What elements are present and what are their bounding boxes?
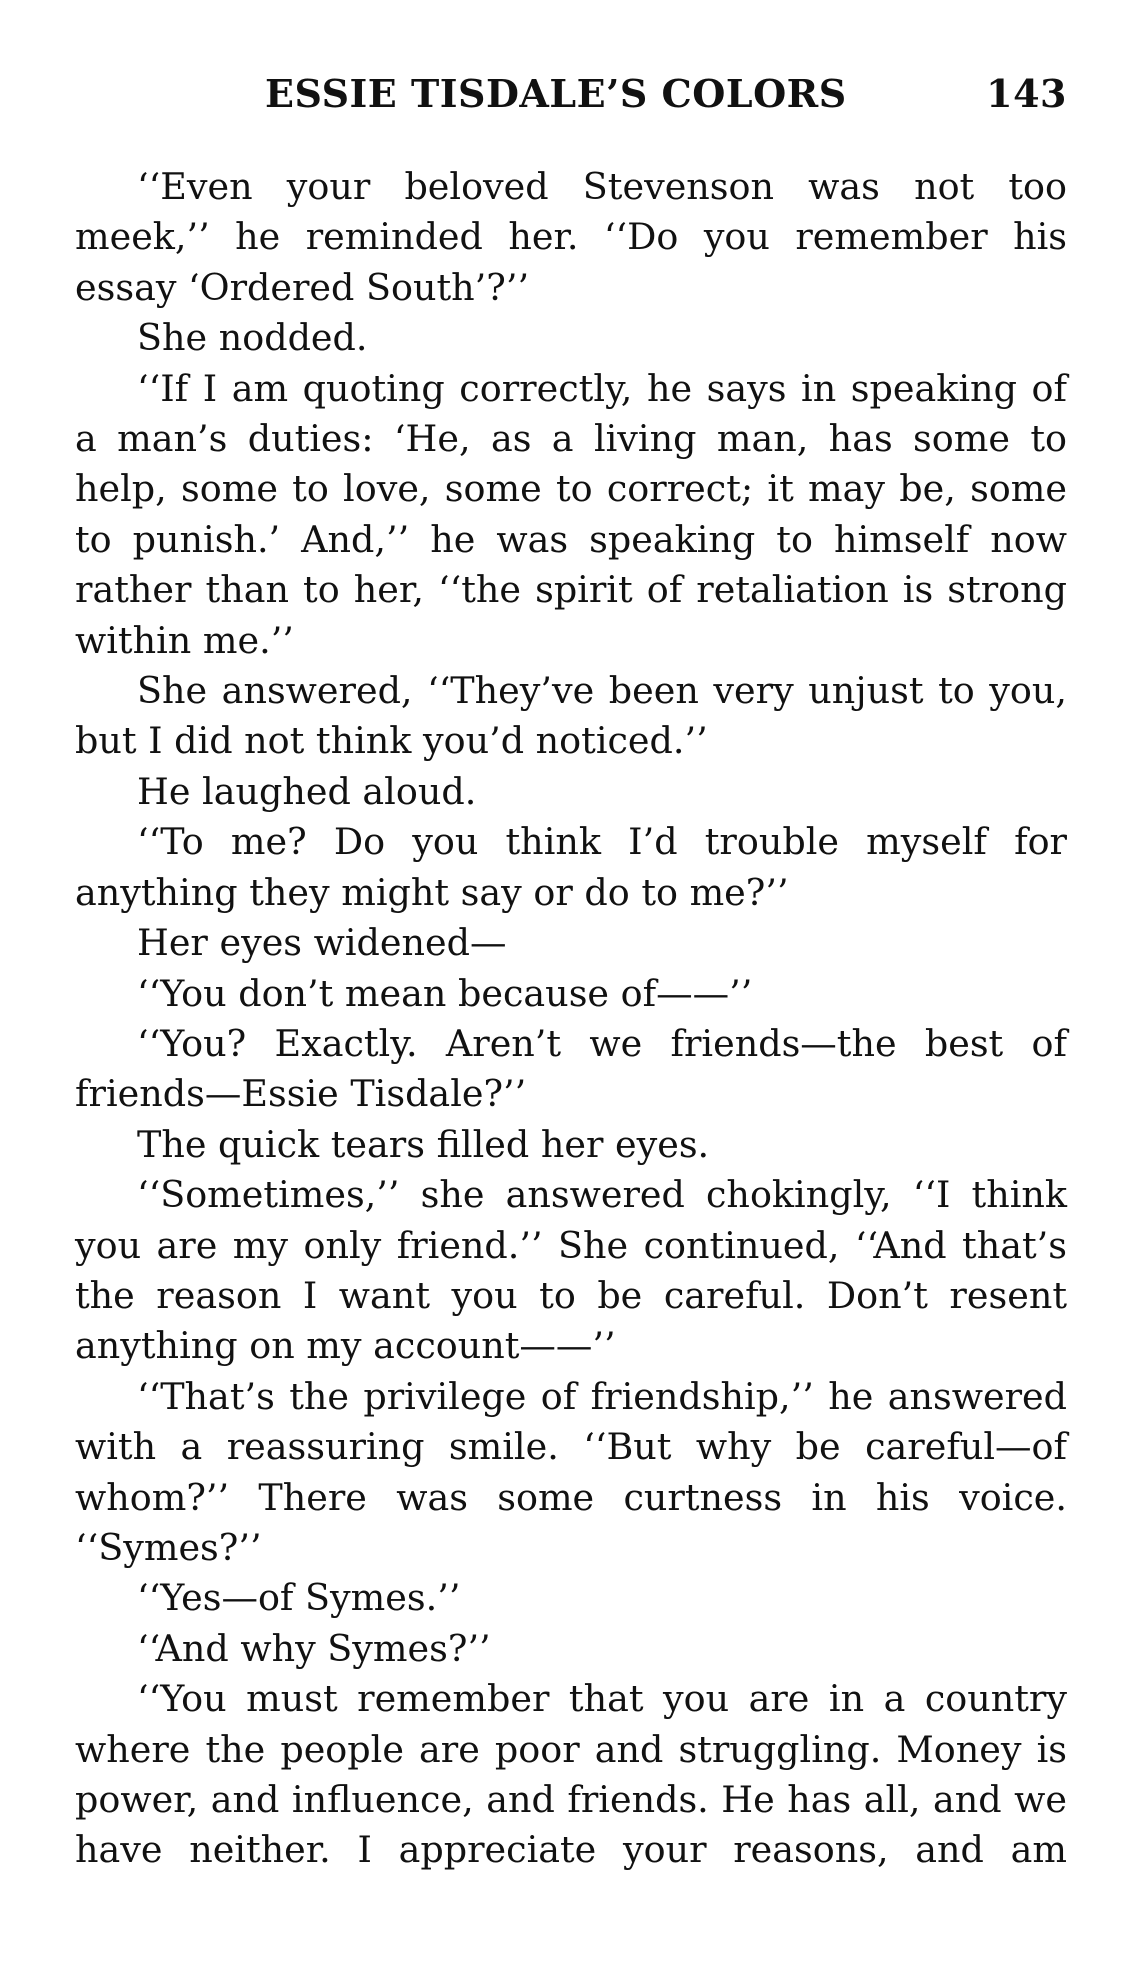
paragraph: ‘‘Sometimes,’’ she answered chokingly, ‘‘I think you are my only friend.’’ She continued, ‘‘And that’s the reason I want you to be careful. Don’t resent anything on my account——’’ (75, 1173, 1067, 1368)
running-head (75, 66, 1067, 122)
paragraph: ‘‘Yes—of Symes.’’ (137, 1576, 461, 1620)
chapter-title: ESSIE TISDALE’S COLORS (265, 71, 847, 116)
paragraph: The quick tears filled her eyes. (137, 1122, 710, 1166)
paragraph: She nodded. (137, 316, 368, 360)
paragraph: ‘‘You don’t mean because of——’’ (137, 971, 753, 1015)
paragraph: He laughed aloud. (137, 769, 477, 813)
paragraph: ‘‘If I am quoting correctly, he says in speaking of a man’s duties: ‘He, as a living man, has some to help, some to love, some to correct; it may be, some to punish.’ And,’’ he was speaking to himself now rather than to her, ‘‘the spirit of retaliation is strong within me.’’ (75, 366, 1067, 662)
book-page (75, 66, 1067, 1876)
paragraph: ‘‘And why Symes?’’ (137, 1626, 491, 1670)
paragraph: She answered, ‘‘They’ve been very unjust to you, but I did not think you’d noticed.’’ (75, 669, 1067, 763)
paragraph: ‘‘To me? Do you think I’d trouble myself for anything they might say or do to me?’’ (75, 820, 1067, 914)
paragraph: ‘‘Even your beloved Stevenson was not too meek,’’ he reminded her. ‘‘Do you remember his essay ‘Ordered South’?’’ (75, 165, 1067, 309)
paragraph-continued: ‘‘You must remember that you are in a country where the people are poor and struggling. Money is power, and influence, and friends. He has all, and we have neither. I appreciate your reasons, and am (75, 1677, 1067, 1872)
paragraph: Her eyes widened— (137, 921, 507, 965)
paragraph: ‘‘You? Exactly. Aren’t we friends—the best of friends—Essie Tisdale?’’ (75, 1021, 1067, 1116)
paragraph: ‘‘That’s the privilege of friendship,’’ he answered with a reassuring smile. ‘‘But why be careful—of whom?’’ There was some curtness in his voice. ‘‘Symes?’’ (75, 1374, 1067, 1569)
body-text (75, 162, 1067, 1876)
page-number: 143 (986, 71, 1067, 116)
